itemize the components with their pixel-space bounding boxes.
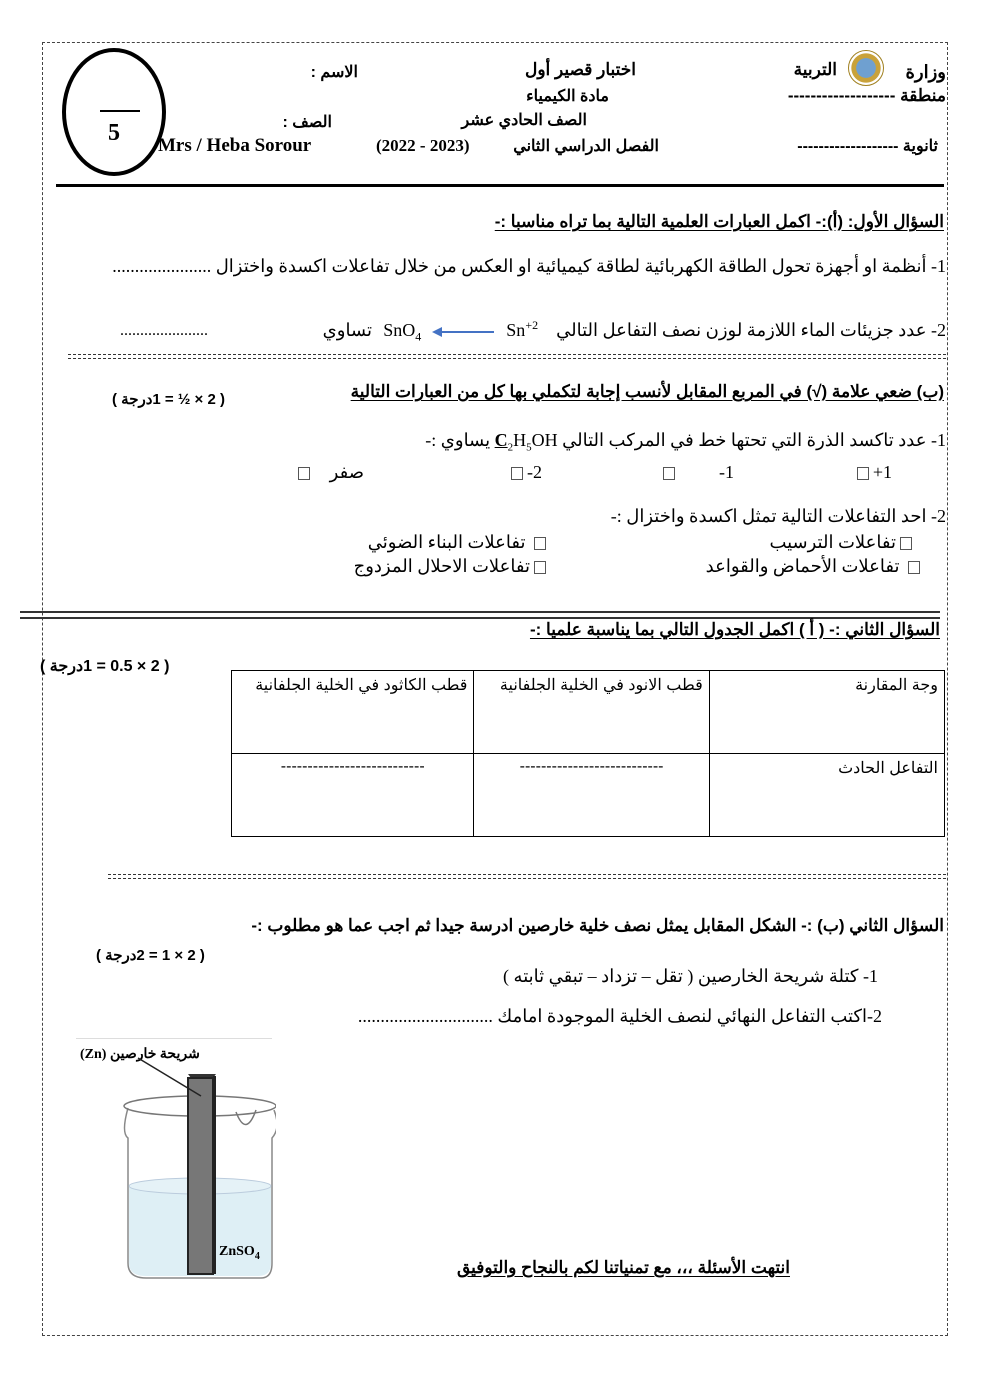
q1b-item1-option-1[interactable]: +1 [853,462,892,483]
closing-message: انتهت الأسئلة ،،، مع تمنياتنا لكم بالنجاح والتوفيق [456,1258,790,1277]
q2b-item2: 2-اكتب التفاعل النهائي لنصف الخلية الموجودة امامك .............................. [357,1006,882,1026]
score-total: 5 [108,120,120,146]
subject: مادة الكيمياء [526,88,609,105]
q1a-item2-text: 2- عدد جزيئات الماء اللازمة لوزن نصف التفاعل التالي [556,320,946,340]
q1b-item2-text: 2- احد التفاعلات التالية تمثل اكسدة واختزال :- [610,506,946,526]
school-field: ثانوية ------------------- [797,138,938,155]
q1a-item1: 1- أنظمة او أجهزة تحول الطاقة الكهربائية لطاقة كيميائية او العكس من خلال تفاعلات اكسدة واختزال ...................... [112,256,946,276]
score-circle [62,48,166,176]
figure-label: شريحة خارصين (Zn) [80,1047,200,1062]
checkbox[interactable] [511,467,523,480]
region-field: منطقة ------------------- [787,86,946,105]
solution-label: ZnSO$_4$ [219,1244,260,1262]
table-header-cell: قطب الكاثود في الخلية الجلفانية [232,671,474,754]
q1a-item2-blank[interactable]: ...................... [120,322,208,339]
q2b-title: السؤال الثاني (ب) :- الشكل المقابل يمثل نصف خلية خارصين ادرسة جيدا ثم اجب عما هو مطلوب :- [251,916,944,935]
teacher-name: Mrs / Heba Sorour [158,135,312,156]
section-divider-3 [108,874,946,879]
table-cell-blank[interactable]: --------------------------- [474,754,709,837]
checkbox[interactable] [534,537,546,550]
q1b-item2-option-2[interactable]: تفاعلات البناء الضوئي [368,532,550,553]
compound-formula: $C_2H_5OH$ [494,430,558,454]
q1a-title: السؤال الأول: (أ):- اكمل العبارات العلمية التالية بما تراه مناسبا :- [494,212,944,231]
q1b-item1-option-4[interactable]: صفر [294,462,364,483]
table-cell-blank[interactable]: --------------------------- [232,754,474,837]
checkbox[interactable] [298,467,310,480]
grade: الصف الحادي عشر [461,112,587,129]
semester: الفصل الدراسي الثاني [513,138,659,155]
class-label: الصف : [282,114,332,131]
q2b-marks: ( 2 × 1 = 2درجة ) [96,947,205,964]
table-header-row [232,671,945,754]
ministry-word1: وزارة [905,62,946,82]
q2a-title: السؤال الثاني :- ( أ ) اكمل الجدول التالي بما يناسبة علميا :- [529,620,940,639]
academic-year: (2022 - 2023) [376,136,470,155]
q1b-item1-option-3[interactable]: -2 [507,462,542,483]
header-divider [56,184,944,187]
q1b-item1-option-2[interactable]: -1 [659,462,734,483]
q1b-item2-option-1[interactable]: تفاعلات الترسيب [769,532,916,553]
zinc-half-cell-figure [76,1038,276,1283]
q1a-item2-tail: تساوي [322,320,372,340]
q1b-marks: ( 2 × ½ = 1درجة ) [112,391,225,408]
q2a-marks: ( 2 × 0.5 = 1درجة ) [40,658,170,675]
q2b-item1: 1- كتلة شريحة الخارصين ( تقل – تزداد – تبقي ثابته ) [503,966,878,986]
table-row [232,754,945,837]
checkbox[interactable] [534,561,546,574]
q1a-item2 [383,318,946,345]
q1b-item2-option-3[interactable]: تفاعلات الأحماض والقواعد [706,556,924,577]
kuwait-emblem-icon [848,50,884,86]
q1b-title: (ب) ضعي علامة (√) في المربع المقابل لأنسب إجابة لتكملي بها كل من العبارات التالية [350,382,944,401]
name-label: الاسم : [310,64,358,81]
table-header-cell: قطب الانود في الخلية الجلفانية [474,671,709,754]
q1b-item2-option-4[interactable]: تفاعلات الاحلال المزدوج [354,556,550,577]
section-divider-1 [68,354,946,359]
comparison-table [231,670,945,837]
section-divider-2 [20,611,940,619]
checkbox[interactable] [908,561,920,574]
q1b-item1: 1- عدد تاكسد الذرة التي تحتها خط في المركب التالي $C_2H_5OH$ يساوي :- [425,430,946,454]
table-cell: التفاعل الحادث [709,754,944,837]
ministry-word2: التربية [793,60,837,79]
checkbox[interactable] [857,467,869,480]
table-header-cell: وجة المقارنة [709,671,944,754]
checkbox[interactable] [663,467,675,480]
q1a-item2-equation: SnO$_4$ $Sn^{+2}$ [383,318,539,344]
score-blank [100,110,140,112]
exam-title: اختبار قصير أول [525,60,636,79]
checkbox[interactable] [900,537,912,550]
reaction-arrow-icon [434,331,494,333]
